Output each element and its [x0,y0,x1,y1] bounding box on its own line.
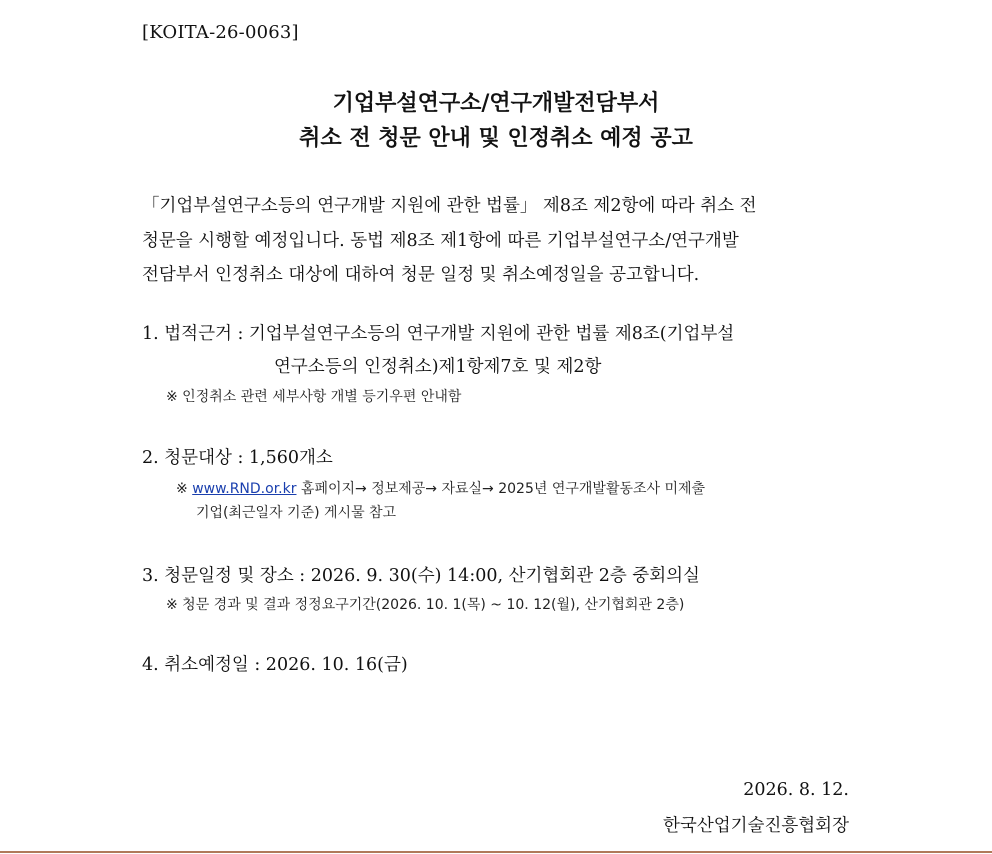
issue-date: 2026. 8. 12. [743,780,849,800]
issuer-name: 한국산업기술진흥협회장 [663,816,849,836]
intro-line-1: 「기업부설연구소등의 연구개발 지원에 관한 법률」 제8조 제2항에 따라 취소 전 [142,196,757,216]
rnd-website-link[interactable]: www.RND.or.kr [192,481,297,497]
intro-line-3: 전담부서 인정취소 대상에 대하여 청문 일정 및 취소예정일을 공고합니다. [142,265,700,285]
item-2-note-cont: 기업(최근일자 기준) 게시물 참고 [196,505,397,521]
bottom-divider [0,851,992,853]
item-1-note: ※ 인정취소 관련 세부사항 개별 등기우편 안내함 [166,389,462,405]
intro-line-2: 청문을 시행할 예정입니다. 동법 제8조 제1항에 따른 기업부설연구소/연구개발 [142,231,739,251]
document-number: [KOITA-26-0063] [142,22,299,43]
item-1-legal-basis-cont: 연구소등의 인정취소)제1항제7호 및 제2항 [274,357,602,377]
title-line-1: 기업부설연구소/연구개발전담부서 [332,90,660,116]
item-2-note [176,478,705,498]
item-2-targets: 2. 청문대상 : 1,560개소 [142,448,333,468]
note-mark: ※ [176,481,188,497]
item-3-schedule: 3. 청문일정 및 장소 : 2026. 9. 30(수) 14:00, 산기협회관 2층 중회의실 [142,566,700,586]
title-line-2: 취소 전 청문 안내 및 인정취소 예정 공고 [299,125,693,151]
item-3-note: ※ 청문 경과 및 결과 정정요구기간(2026. 10. 1(목) ~ 10. 12(월), 산기협회관 2층) [166,597,685,613]
item-4-cancel-date: 4. 취소예정일 : 2026. 10. 16(금) [142,655,408,675]
item-2-note-path: 홈페이지→ 정보제공→ 자료실→ 2025년 연구개발활동조사 미제출 [296,481,706,497]
item-1-legal-basis: 1. 법적근거 : 기업부설연구소등의 연구개발 지원에 관한 법률 제8조(기업부설 [142,324,735,344]
